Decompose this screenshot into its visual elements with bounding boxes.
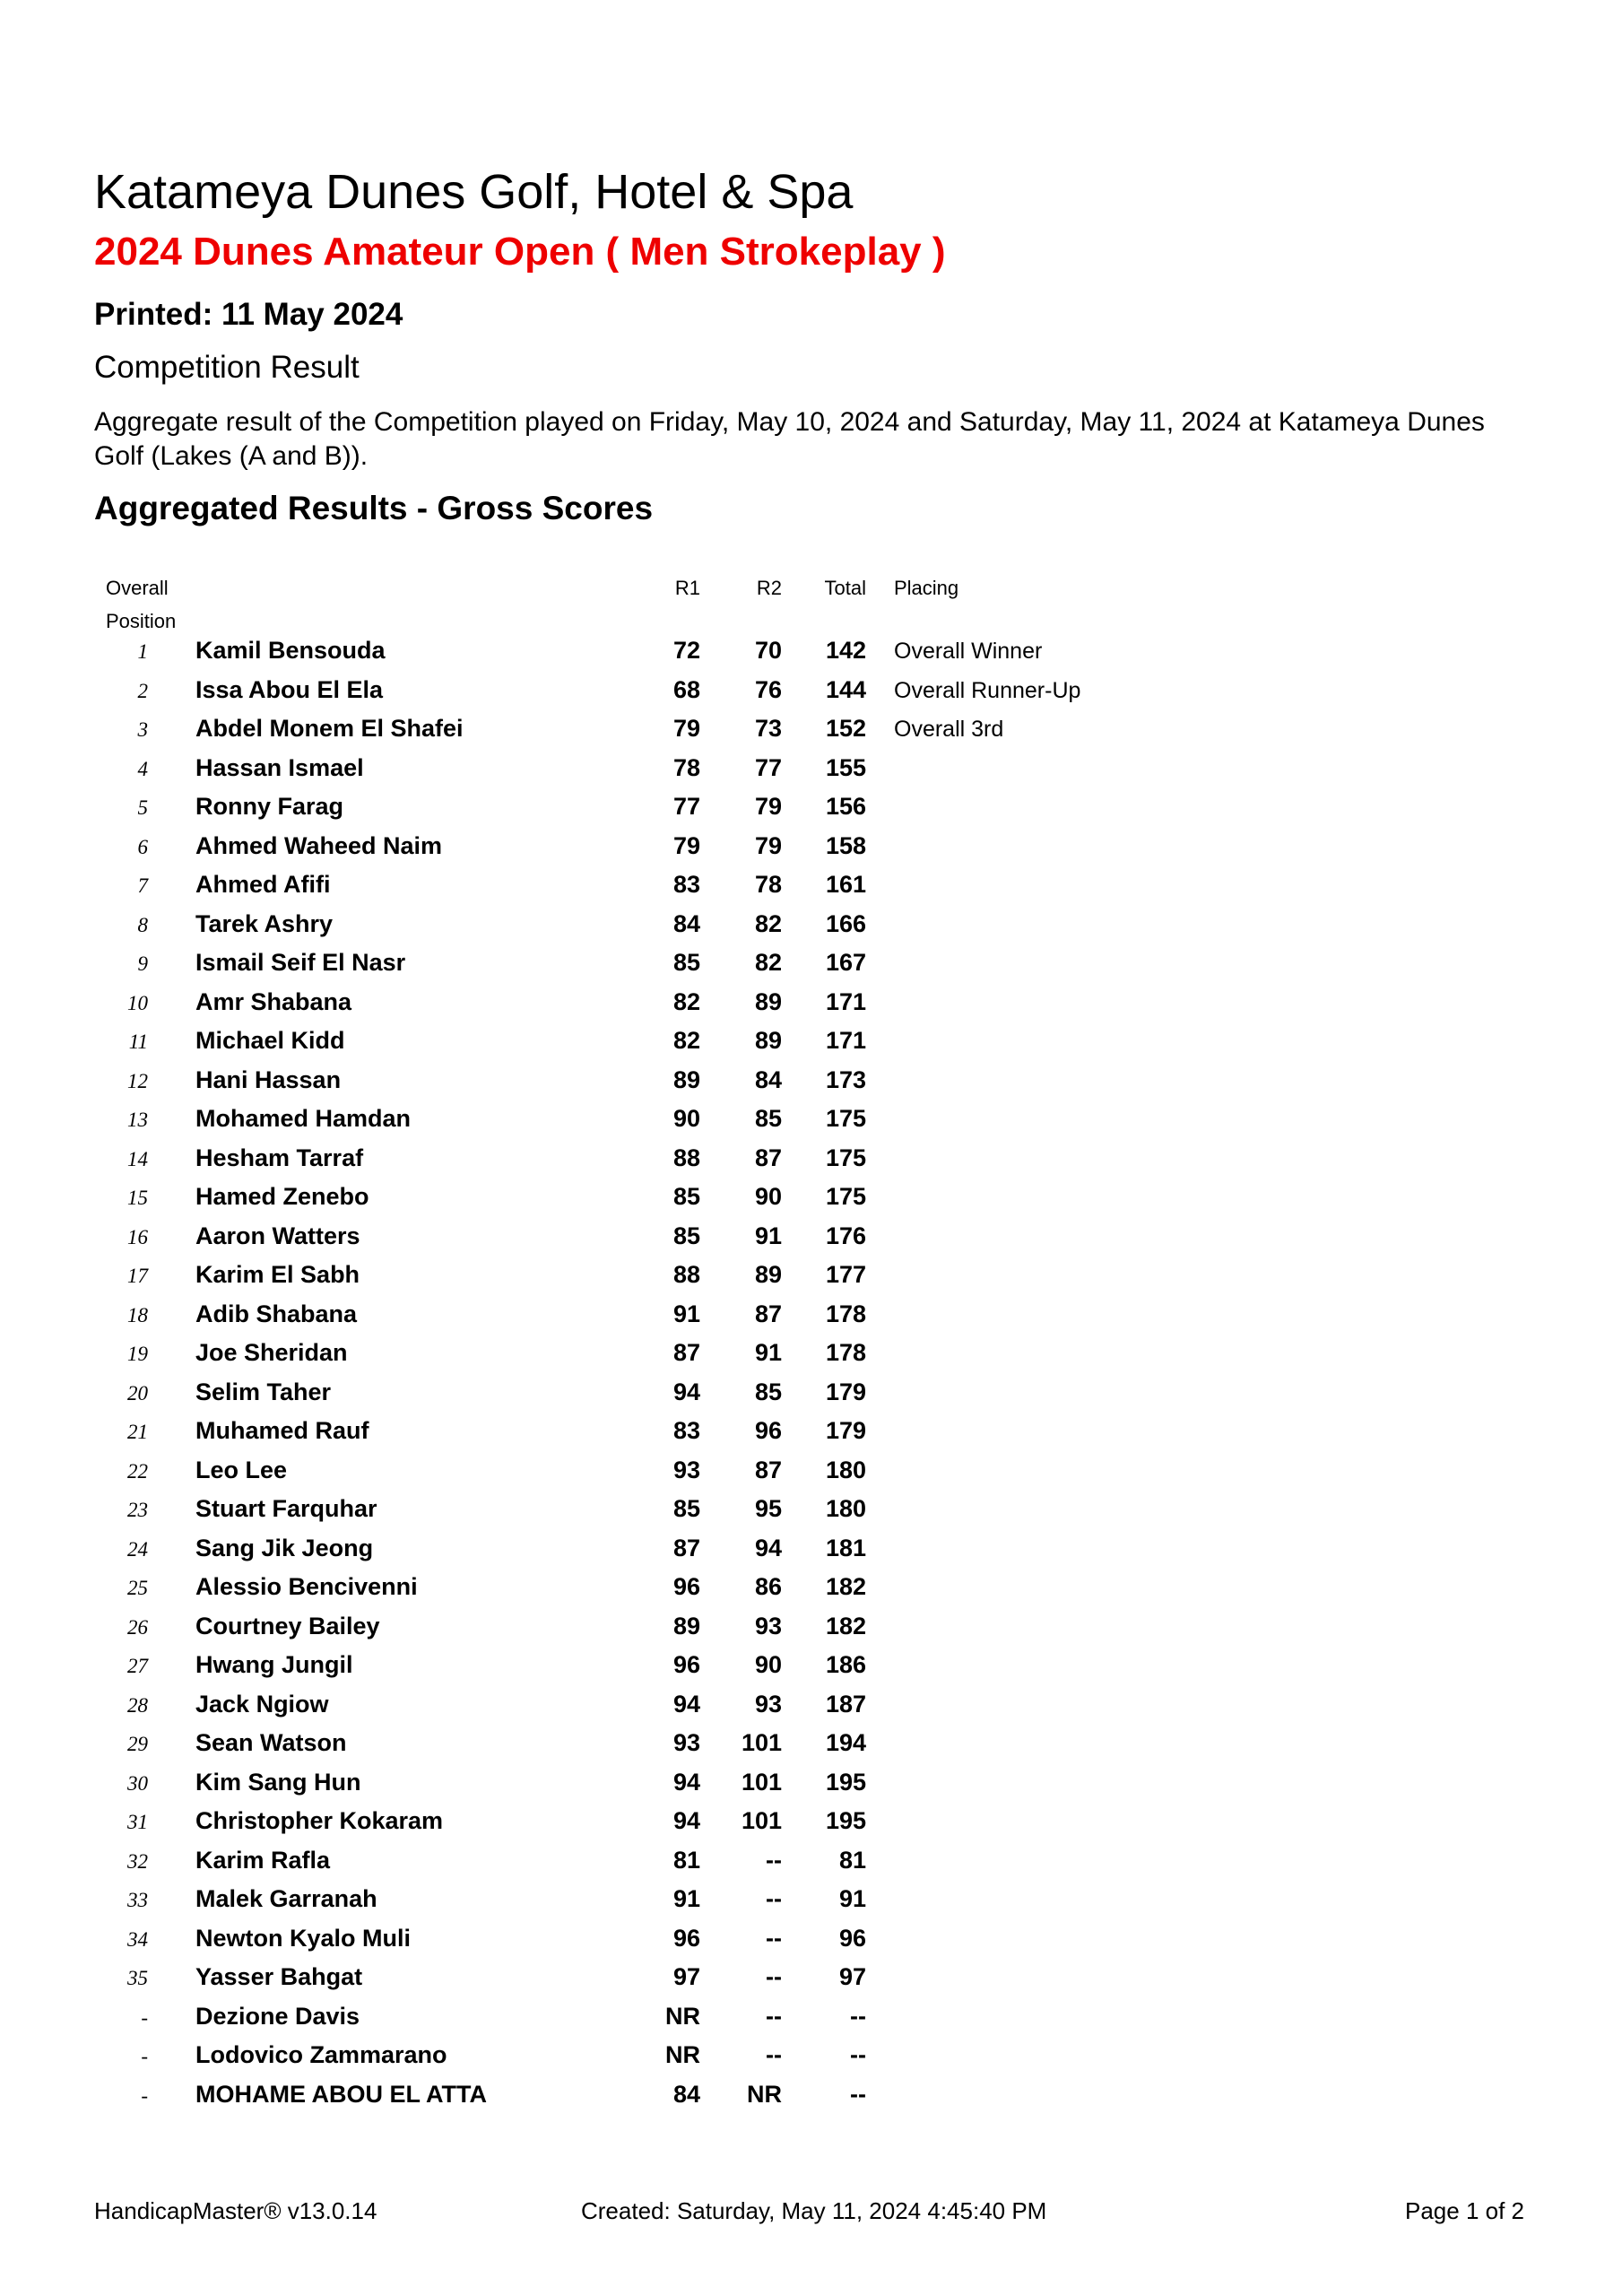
row-r2-score: 79 — [754, 793, 782, 820]
row-player-name: Issa Abou El Ela — [195, 675, 384, 703]
row-total-score: 167 — [825, 949, 866, 976]
row-total-score: 195 — [825, 1768, 866, 1796]
footer-created-timestamp: Created: Saturday, May 11, 2024 4:45:40 PM — [581, 2197, 1047, 2224]
row-player-name: Ismail Seif El Nasr — [195, 949, 406, 976]
row-position: 30 — [127, 1771, 148, 1795]
row-position: 9 — [137, 952, 148, 975]
row-player-name: Sang Jik Jeong — [195, 1534, 374, 1561]
row-position: 6 — [137, 835, 148, 858]
row-player-name: Malek Garranah — [195, 1885, 377, 1912]
table-row — [94, 944, 1080, 983]
row-player-name: Ronny Farag — [195, 793, 344, 820]
row-r1-score: 85 — [672, 1183, 700, 1210]
row-total-score: 182 — [825, 1612, 866, 1639]
row-total-score: 177 — [825, 1261, 866, 1288]
row-total-score: 91 — [838, 1885, 866, 1912]
row-player-name: Ahmed Afifi — [195, 871, 331, 898]
table-row — [94, 1295, 1080, 1335]
page-title: Katameya Dunes Golf, Hotel & Spa — [94, 165, 854, 219]
row-position: 23 — [127, 1499, 148, 1521]
row-r1-score: 79 — [672, 715, 700, 742]
table-row — [94, 1217, 1080, 1257]
row-position: 29 — [127, 1733, 148, 1755]
row-total-score: 179 — [825, 1417, 866, 1444]
row-position: 19 — [127, 1343, 148, 1365]
row-position: 26 — [127, 1615, 148, 1639]
row-r2-score: -- — [766, 1924, 782, 1952]
printed-date: Printed: 11 May 2024 — [94, 297, 403, 332]
table-row — [94, 709, 1080, 749]
row-position: 7 — [137, 874, 148, 897]
row-r2-score: 93 — [754, 1612, 782, 1639]
row-total-score: 171 — [825, 987, 866, 1015]
table-row — [94, 1490, 1080, 1529]
row-position: - — [141, 2045, 148, 2067]
report-type: Competition Result — [94, 350, 360, 385]
row-player-name: Amr Shabana — [195, 987, 352, 1015]
row-r1-score: 82 — [672, 987, 700, 1015]
row-r1-score: 94 — [672, 1768, 700, 1796]
row-player-name: Leo Lee — [195, 1456, 288, 1483]
row-total-score: 195 — [825, 1807, 866, 1834]
row-player-name: Adib Shabana — [195, 1300, 358, 1327]
row-r1-score: 81 — [672, 1846, 700, 1874]
row-r2-score: 82 — [754, 949, 782, 976]
row-position: 21 — [127, 1421, 148, 1443]
row-r1-score: 84 — [672, 2080, 700, 2108]
row-r1-score: 94 — [672, 1807, 700, 1834]
row-r2-score: 85 — [754, 1378, 782, 1405]
row-r1-score: 97 — [672, 1963, 700, 1990]
row-total-score: 155 — [825, 753, 866, 781]
section-title: Aggregated Results - Gross Scores — [94, 490, 654, 526]
table-row — [94, 1178, 1080, 1217]
table-row — [94, 787, 1080, 827]
row-r2-score: 101 — [741, 1807, 782, 1834]
row-r1-score: 89 — [672, 1612, 700, 1639]
table-row — [94, 671, 1080, 710]
column-header-total: Total — [824, 577, 866, 599]
page-footer — [94, 2197, 1524, 2233]
row-r1-score: 72 — [672, 637, 700, 664]
row-position: 17 — [127, 1265, 148, 1287]
row-r1-score: 87 — [672, 1339, 700, 1366]
row-r2-score: -- — [766, 1846, 782, 1874]
row-r2-score: 89 — [754, 1027, 782, 1054]
row-player-name: Alessio Bencivenni — [195, 1573, 418, 1600]
row-r1-score: 91 — [672, 1885, 700, 1912]
table-row — [94, 1763, 1080, 1803]
row-r1-score: 78 — [672, 753, 700, 781]
row-player-name: Courtney Bailey — [195, 1612, 380, 1639]
row-r2-score: 90 — [754, 1651, 782, 1678]
row-player-name: Joe Sheridan — [195, 1339, 348, 1366]
row-r1-score: NR — [665, 2041, 700, 2068]
column-header-position-line2: Position — [106, 610, 177, 632]
row-r2-score: -- — [766, 2041, 782, 2068]
row-position: 15 — [127, 1187, 148, 1209]
row-r2-score: 96 — [754, 1417, 782, 1444]
row-total-score: 178 — [825, 1339, 866, 1366]
table-row — [94, 1958, 1080, 1997]
row-r1-score: NR — [665, 2002, 700, 2030]
row-player-name: Abdel Monem El Shafei — [195, 715, 464, 742]
row-total-score: 176 — [825, 1222, 866, 1249]
row-player-name: MOHAME ABOU EL ATTA — [195, 2080, 487, 2108]
table-row — [94, 1919, 1080, 1959]
row-position: 35 — [127, 1967, 148, 1989]
row-position: 11 — [128, 1031, 148, 1053]
table-row — [94, 1646, 1080, 1685]
row-position: 24 — [127, 1537, 148, 1561]
row-r1-score: 88 — [672, 1144, 700, 1171]
table-row — [94, 2036, 1080, 2075]
row-r2-score: 82 — [754, 909, 782, 937]
row-r1-score: 82 — [672, 1027, 700, 1054]
row-r2-score: 70 — [754, 637, 782, 664]
row-r1-score: 94 — [672, 1690, 700, 1718]
row-position: 13 — [127, 1109, 148, 1131]
row-total-score: 182 — [825, 1573, 866, 1600]
row-player-name: Stuart Farquhar — [195, 1495, 377, 1522]
row-total-score: 180 — [825, 1495, 866, 1522]
row-position: 22 — [127, 1459, 148, 1483]
row-position: 27 — [127, 1655, 148, 1677]
row-total-score: 186 — [825, 1651, 866, 1678]
row-position: 5 — [137, 796, 148, 819]
row-total-score: 144 — [825, 675, 866, 703]
row-position: 3 — [137, 718, 148, 741]
row-r2-score: 87 — [754, 1144, 782, 1171]
row-position: 10 — [127, 991, 148, 1014]
row-r2-score: 85 — [754, 1105, 782, 1132]
row-player-name: Aaron Watters — [195, 1222, 360, 1249]
row-r1-score: 96 — [672, 1573, 700, 1600]
row-r2-score: 94 — [754, 1534, 782, 1561]
table-row — [94, 1334, 1080, 1373]
row-position: 16 — [127, 1225, 148, 1248]
row-r2-score: 78 — [754, 871, 782, 898]
row-player-name: Tarek Ashry — [195, 909, 334, 937]
row-player-name: Ahmed Waheed Naim — [195, 831, 443, 859]
row-r2-score: NR — [747, 2080, 782, 2108]
table-row — [94, 905, 1080, 944]
row-player-name: Kim Sang Hun — [195, 1768, 361, 1796]
row-r1-score: 85 — [672, 1222, 700, 1249]
row-total-score: 179 — [825, 1378, 866, 1405]
row-position: 8 — [137, 913, 148, 936]
row-position: 34 — [127, 1927, 148, 1951]
row-player-name: Dezione Davis — [195, 2002, 360, 2030]
row-player-name: Muhamed Rauf — [195, 1417, 369, 1444]
row-position: 33 — [127, 1889, 148, 1911]
results-table-body — [94, 631, 1080, 2114]
row-position: 4 — [137, 757, 148, 780]
row-r2-score: 90 — [754, 1183, 782, 1210]
table-row — [94, 1997, 1080, 2037]
row-r2-score: 86 — [754, 1573, 782, 1600]
row-r2-score: 101 — [741, 1768, 782, 1796]
row-player-name: Hesham Tarraf — [195, 1144, 364, 1171]
row-r2-score: 95 — [754, 1495, 782, 1522]
row-r1-score: 77 — [672, 793, 700, 820]
row-r1-score: 91 — [672, 1300, 700, 1327]
row-r2-score: -- — [766, 2002, 782, 2030]
row-r1-score: 89 — [672, 1065, 700, 1093]
row-r2-score: 73 — [754, 715, 782, 742]
row-player-name: Christopher Kokaram — [195, 1807, 444, 1834]
table-row — [94, 1412, 1080, 1451]
row-r2-score: -- — [766, 1963, 782, 1990]
row-player-name: Selim Taher — [195, 1378, 332, 1405]
row-r2-score: 91 — [754, 1222, 782, 1249]
table-row — [94, 1724, 1080, 1763]
table-row — [94, 827, 1080, 866]
row-total-score: -- — [850, 2002, 866, 2030]
row-placing: Overall Runner-Up — [894, 677, 1081, 703]
table-row — [94, 1100, 1080, 1139]
row-total-score: 175 — [825, 1183, 866, 1210]
competition-description: Aggregate result of the Competition played on Friday, May 10, 2024 and Saturday, May 11, 2024 at Katameya Dunes Golf (Lakes (A and B)). — [94, 407, 1485, 471]
row-r2-score: 101 — [741, 1729, 782, 1756]
row-total-score: 161 — [825, 871, 866, 898]
row-player-name: Mohamed Hamdan — [195, 1105, 412, 1132]
table-row — [94, 1022, 1080, 1061]
row-player-name: Lodovico Zammarano — [195, 2041, 447, 2068]
row-position: 28 — [127, 1693, 148, 1717]
row-r1-score: 94 — [672, 1378, 700, 1405]
row-r1-score: 83 — [672, 1417, 700, 1444]
row-total-score: 142 — [825, 637, 866, 664]
row-position: 32 — [127, 1849, 148, 1873]
row-r2-score: 77 — [754, 753, 782, 781]
row-player-name: Jack Ngiow — [195, 1690, 329, 1718]
row-total-score: 181 — [825, 1534, 866, 1561]
row-r2-score: -- — [766, 1885, 782, 1912]
row-position: 12 — [127, 1069, 148, 1092]
table-row — [94, 749, 1080, 788]
row-player-name: Hamed Zenebo — [195, 1183, 369, 1210]
table-row — [94, 1373, 1080, 1413]
row-r1-score: 96 — [672, 1924, 700, 1952]
row-total-score: 187 — [825, 1690, 866, 1718]
row-placing: Overall Winner — [894, 639, 1043, 664]
row-position: 18 — [127, 1303, 148, 1326]
row-r1-score: 84 — [672, 909, 700, 937]
footer-software-version: HandicapMaster® v13.0.14 — [94, 2197, 377, 2224]
row-player-name: Newton Kyalo Muli — [195, 1924, 412, 1952]
column-header-r2: R2 — [756, 577, 782, 599]
row-player-name: Karim El Sabh — [195, 1261, 360, 1288]
row-r2-score: 87 — [754, 1456, 782, 1483]
column-header-position-line1: Overall — [106, 577, 169, 599]
row-total-score: 81 — [838, 1846, 866, 1874]
row-total-score: 152 — [825, 715, 866, 742]
row-total-score: 96 — [838, 1924, 866, 1952]
row-r1-score: 93 — [672, 1729, 700, 1756]
column-header-r1: R1 — [674, 577, 700, 599]
row-total-score: 171 — [825, 1027, 866, 1054]
row-total-score: -- — [850, 2041, 866, 2068]
row-total-score: 180 — [825, 1456, 866, 1483]
row-total-score: 175 — [825, 1144, 866, 1171]
row-position: 25 — [127, 1577, 148, 1599]
row-total-score: 194 — [825, 1729, 866, 1756]
row-player-name: Sean Watson — [195, 1729, 347, 1756]
row-r2-score: 79 — [754, 831, 782, 859]
row-position: - — [141, 2005, 148, 2029]
row-r2-score: 91 — [754, 1339, 782, 1366]
row-position: - — [141, 2083, 148, 2107]
row-r1-score: 88 — [672, 1261, 700, 1288]
row-total-score: 175 — [825, 1105, 866, 1132]
row-player-name: Michael Kidd — [195, 1027, 345, 1054]
row-r2-score: 84 — [754, 1065, 782, 1093]
row-r1-score: 85 — [672, 1495, 700, 1522]
table-row — [94, 631, 1080, 671]
row-position: 20 — [127, 1381, 148, 1405]
row-total-score: 173 — [825, 1065, 866, 1093]
table-row — [94, 1529, 1080, 1569]
table-row — [94, 1139, 1080, 1178]
row-r1-score: 85 — [672, 949, 700, 976]
row-position: 1 — [137, 640, 148, 663]
table-row — [94, 1256, 1080, 1295]
table-row — [94, 1061, 1080, 1100]
footer-page-number: Page 1 of 2 — [1405, 2197, 1524, 2224]
table-row — [94, 865, 1080, 905]
table-row — [94, 1685, 1080, 1725]
table-row — [94, 1568, 1080, 1607]
column-header-position — [94, 571, 195, 638]
row-position: 14 — [127, 1147, 148, 1170]
column-header-placing: Placing — [894, 577, 959, 599]
table-row — [94, 2075, 1080, 2115]
row-player-name: Hani Hassan — [195, 1065, 342, 1093]
row-placing: Overall 3rd — [894, 717, 1004, 742]
competition-title: 2024 Dunes Amateur Open ( Men Strokeplay ) — [94, 230, 946, 274]
row-r2-score: 87 — [754, 1300, 782, 1327]
row-position: 2 — [137, 679, 148, 702]
table-row — [94, 983, 1080, 1022]
table-row — [94, 1802, 1080, 1841]
table-row — [94, 1841, 1080, 1881]
row-r1-score: 96 — [672, 1651, 700, 1678]
row-total-score: 156 — [825, 793, 866, 820]
row-r1-score: 93 — [672, 1456, 700, 1483]
row-total-score: 166 — [825, 909, 866, 937]
row-r1-score: 90 — [672, 1105, 700, 1132]
row-player-name: Hwang Jungil — [195, 1651, 353, 1678]
row-r2-score: 76 — [754, 675, 782, 703]
row-position: 31 — [127, 1811, 148, 1833]
row-r2-score: 93 — [754, 1690, 782, 1718]
row-r2-score: 89 — [754, 1261, 782, 1288]
row-r1-score: 79 — [672, 831, 700, 859]
row-player-name: Hassan Ismael — [195, 753, 364, 781]
row-total-score: -- — [850, 2080, 866, 2108]
table-row — [94, 1607, 1080, 1647]
row-r2-score: 89 — [754, 987, 782, 1015]
row-player-name: Karim Rafla — [195, 1846, 331, 1874]
table-row — [94, 1880, 1080, 1919]
row-total-score: 178 — [825, 1300, 866, 1327]
table-row — [94, 1451, 1080, 1491]
row-player-name: Yasser Bahgat — [195, 1963, 363, 1990]
row-r1-score: 87 — [672, 1534, 700, 1561]
row-total-score: 97 — [838, 1963, 866, 1990]
row-r1-score: 68 — [672, 675, 700, 703]
row-player-name: Kamil Bensouda — [195, 637, 386, 664]
results-table-header — [94, 571, 958, 638]
row-r1-score: 83 — [672, 871, 700, 898]
row-total-score: 158 — [825, 831, 866, 859]
